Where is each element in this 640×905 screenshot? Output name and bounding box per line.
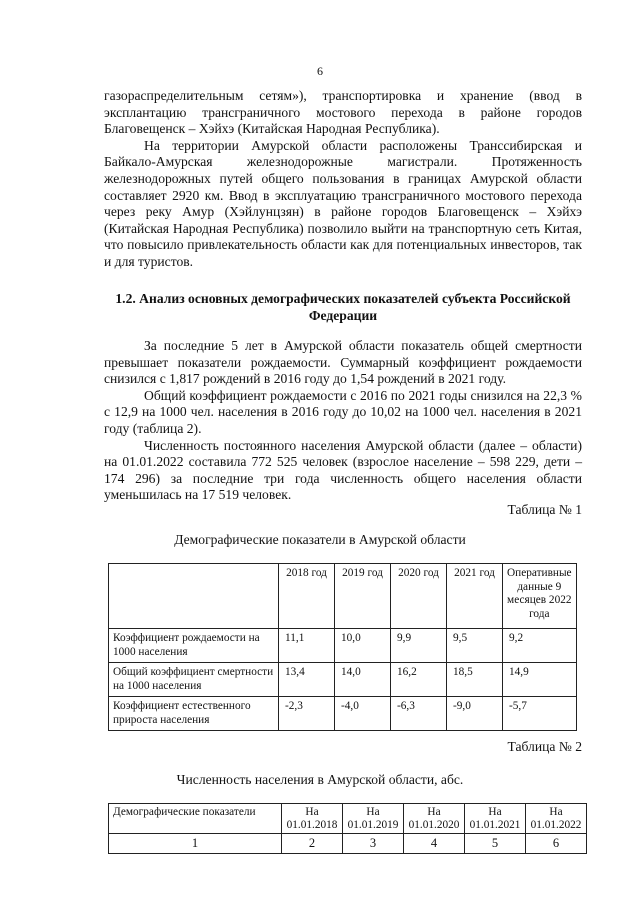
column-number: 5: [465, 834, 526, 854]
section-heading: 1.2. Анализ основных демографических показателей субъекта Российской Федерации: [115, 291, 571, 323]
header-line: 01.01.2020: [408, 818, 460, 831]
column-number-row: [109, 834, 587, 854]
column-number: 2: [282, 834, 343, 854]
section-text-block: [104, 338, 582, 504]
table-1-label: Таблица № 1: [507, 502, 582, 517]
paragraph: За последние 5 лет в Амурской области показатель общей смертности превышает показатели рождаемости. Суммарный коэффициент рождаемости снизился с 1,817 рождений в 2016 году до 1,54 рождений в 2021 году.: [104, 338, 582, 387]
table-header-row: [109, 564, 577, 629]
table-cell: -4,0: [335, 697, 391, 731]
column-number: 4: [404, 834, 465, 854]
table-row: [109, 663, 577, 697]
table-cell: -9,0: [447, 697, 503, 731]
row-label: Коэффициент рождаемости на 1000 населения: [109, 629, 279, 663]
header-line: 01.01.2021: [469, 818, 521, 831]
header-line: На: [366, 806, 380, 818]
row-label: Коэффициент естественного прироста населения: [109, 697, 279, 731]
header-cell: [282, 804, 343, 834]
table-cell: 18,5: [447, 663, 503, 697]
header-cell: [465, 804, 526, 834]
paragraph: Численность постоянного населения Амурской области (далее – области) на 01.01.2022 составила 772 525 человек (взрослое население – 598 229, дети – 174 296) за последние три года численность общего населения области уменьшилась на 17 519 человек.: [104, 437, 582, 503]
table-cell: 16,2: [391, 663, 447, 697]
header-cell: Оперативные данные 9 месяцев 2022 года: [503, 564, 577, 629]
column-number: 3: [343, 834, 404, 854]
table-cell: -2,3: [279, 697, 335, 731]
paragraph: газораспределительным сетям»), транспортировка и хранение (ввод в эксплантацию трансграничного мостового перехода в районе городов Благовещенск – Хэйхэ (Китайская Народная Республика).: [104, 88, 582, 137]
table-cell: 14,9: [503, 663, 577, 697]
table-cell: 9,9: [391, 629, 447, 663]
header-cell: [109, 564, 279, 629]
table-1-caption: Демографические показатели в Амурской области: [174, 532, 466, 547]
table-2-label: Таблица № 2: [507, 739, 582, 754]
header-cell: 2018 год: [279, 564, 335, 629]
paragraph: Общий коэффициент рождаемости с 2016 по 2021 годы снизился на 22,3 % с 12,9 на 1000 чел. населения в 2016 году до 10,02 на 1000 чел. населения в 2021 году (таблица 2).: [104, 387, 582, 436]
header-line: На: [488, 806, 502, 818]
table-cell: 13,4: [279, 663, 335, 697]
header-line: На: [305, 806, 319, 818]
header-line: На: [427, 806, 441, 818]
table-row: [109, 629, 577, 663]
header-line: 01.01.2019: [347, 818, 399, 831]
header-cell: 2021 год: [447, 564, 503, 629]
table-row: [109, 697, 577, 731]
table-cell: 14,0: [335, 663, 391, 697]
column-number: 1: [109, 834, 282, 854]
table-header-row: [109, 804, 587, 834]
header-cell: [404, 804, 465, 834]
header-line: 01.01.2018: [286, 818, 338, 831]
header-cell: [343, 804, 404, 834]
page-number: 6: [317, 64, 323, 78]
table-cell: -6,3: [391, 697, 447, 731]
table-cell: 9,5: [447, 629, 503, 663]
table-2-caption: Численность населения в Амурской области, абс.: [176, 772, 464, 787]
header-cell: [526, 804, 587, 834]
header-line: На: [549, 806, 563, 818]
table-cell: 9,2: [503, 629, 577, 663]
table-cell: -5,7: [503, 697, 577, 731]
header-cell: [109, 804, 282, 834]
population-table: [108, 803, 587, 854]
header-cell: 2020 год: [391, 564, 447, 629]
table-cell: 11,1: [279, 629, 335, 663]
header-cell: 2019 год: [335, 564, 391, 629]
column-number: 6: [526, 834, 587, 854]
header-line: Демографические показатели: [113, 806, 256, 818]
table-cell: 10,0: [335, 629, 391, 663]
demographic-indicators-table: [108, 563, 577, 731]
row-label: Общий коэффициент смертности на 1000 населения: [109, 663, 279, 697]
header-line: 01.01.2022: [530, 818, 582, 831]
paragraph: На территории Амурской области расположены Транссибирская и Байкало-Амурская железнодорожные магистрали. Протяженность железнодорожных путей общего пользования в границах Амурской области составляет 2920 км. Ввод в эксплуатацию трансграничного мостового перехода через реку Амур (Хэйлунцзян) в районе городов Благовещенск – Хэйхэ (Китайская Народная Республика) позволило выйти на транспортную сеть Китая, что повысило привлекательность области как для потенциальных инвесторов, так и для туристов.: [104, 137, 582, 269]
intro-text-block: [104, 88, 582, 271]
